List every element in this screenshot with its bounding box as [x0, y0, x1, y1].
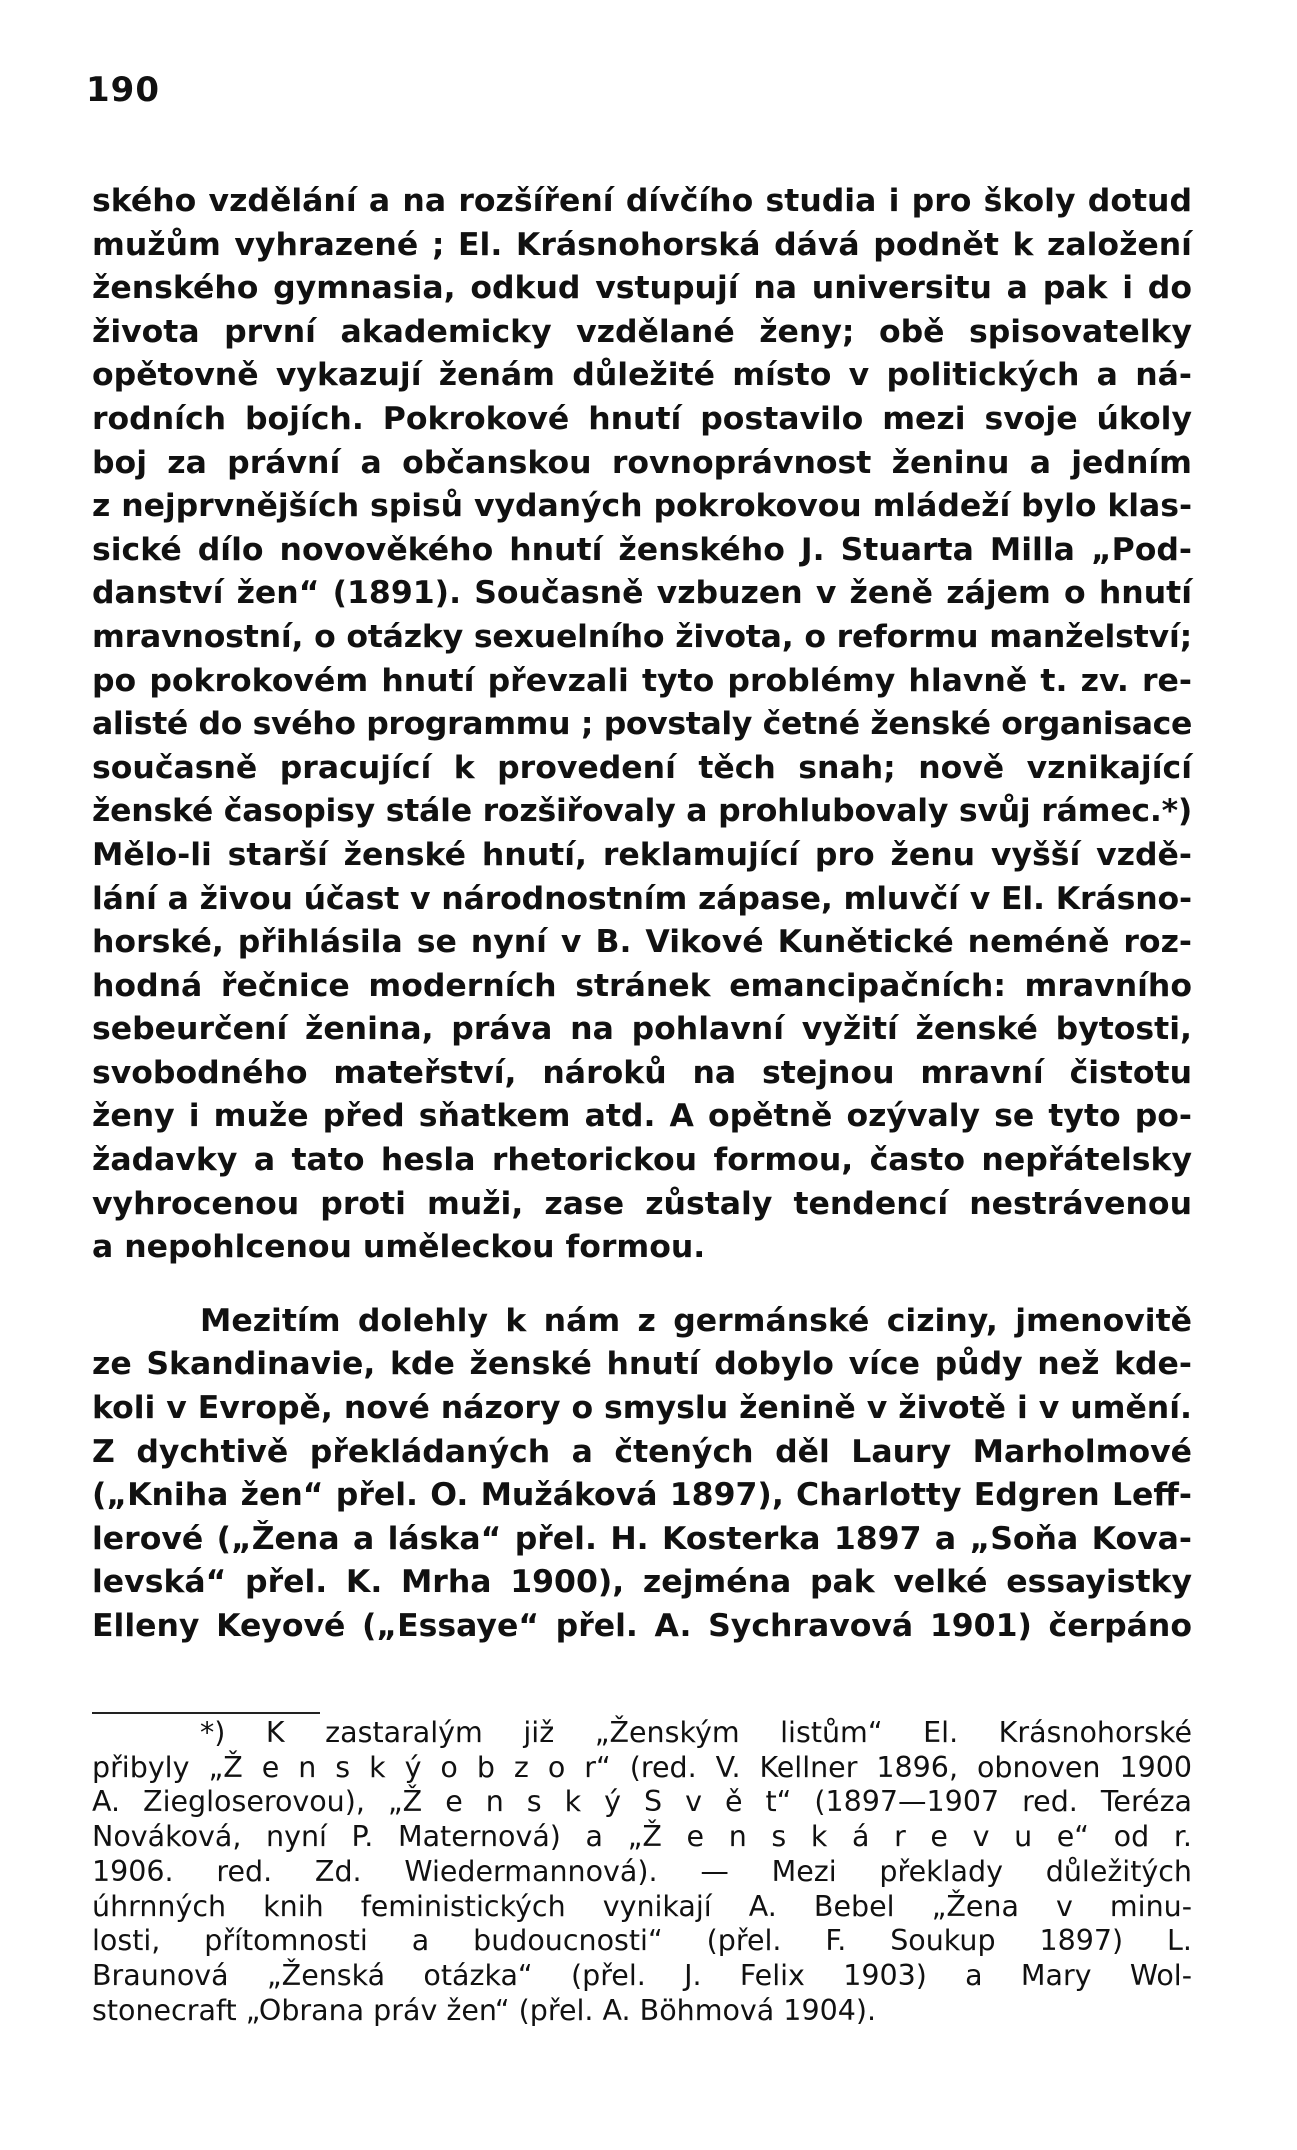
text-line: mravnostní, o otázky sexuelního života, o reformu manželství; — [92, 618, 1192, 655]
text-line: koli v Evropě, nové názory o smyslu ženině v životě i v umění. — [92, 1390, 1192, 1427]
footnote-line: přibyly „Ž e n s k ý o b z o r“ (red. V. Kellner 1896, obnoven 1900 — [92, 1750, 1192, 1784]
footnote-line: A. Ziegloserovou), „Ž e n s k ý S v ě t“ (1897—1907 red. Teréza — [92, 1785, 1192, 1819]
text-line: sické dílo novověkého hnutí ženského J. Stuarta Milla „Pod- — [92, 531, 1192, 568]
page-number: 190 — [86, 70, 160, 110]
paragraph-gap — [92, 1270, 1192, 1300]
text-line: svobodného mateřství, nároků na stejnou mravní čistotu — [92, 1054, 1192, 1091]
text-line: Z dychtivě překládaných a čtených děl Laury Marholmové — [92, 1433, 1192, 1470]
text-line: žadavky a tato hesla rhetorickou formou, často nepřátelsky — [92, 1142, 1192, 1179]
footnote-line: 1906. red. Zd. Wiedermannová). — Mezi překlady důležitých — [92, 1854, 1192, 1888]
text-line: současně pracující k provedení těch snah; nově vznikající — [92, 749, 1192, 786]
footnote-line: Braunová „Ženská otázka“ (přel. J. Felix 1903) a Mary Wol- — [92, 1958, 1192, 1992]
footnote-line: úhrnných knih feministických vynikají A. Bebel „Žena v minu- — [92, 1889, 1192, 1923]
text-line: z nejprvnějších spisů vydaných pokrokovou mládeží bylo klas- — [92, 488, 1192, 525]
text-line: ského vzdělání a na rozšíření dívčího studia i pro školy dotud — [92, 183, 1192, 219]
text-line: a nepohlcenou uměleckou formou. — [92, 1229, 706, 1266]
text-line: levská“ přel. K. Mrha 1900), zejména pak velké essayistky — [92, 1564, 1192, 1601]
footnote-separator — [92, 1712, 320, 1714]
text-line: sebeurčení ženina, práva na pohlavní vyžití ženské bytosti, — [92, 1011, 1192, 1048]
footnote-line: stonecraft „Obrana práv žen“ (přel. A. Böhmová 1904). — [92, 1993, 877, 2027]
text-line: života první akademicky vzdělané ženy; obě spisovatelky — [92, 313, 1192, 350]
text-line: Mezitím dolehly k nám z germánské ciziny, jmenovitě — [200, 1302, 1192, 1339]
text-line: hodná řečnice moderních stránek emancipačních: mravního — [92, 967, 1192, 1004]
text-line: Elleny Keyové („Essaye“ přel. A. Sychravová 1901) čerpáno — [92, 1608, 1192, 1644]
footnote-line: losti, přítomnosti a budoucnosti“ (přel. F. Soukup 1897) L. — [92, 1924, 1192, 1958]
text-line: („Kniha žen“ přel. O. Mužáková 1897), Charlotty Edgren Leff- — [92, 1477, 1192, 1514]
text-line: vyhrocenou proti muži, zase zůstaly tendencí nestrávenou — [92, 1185, 1192, 1222]
text-line: lerové („Žena a láska“ přel. H. Kosterka 1897 a „Soňa Kova- — [92, 1520, 1192, 1557]
text-line: ženské časopisy stále rozšiřovaly a prohlubovaly svůj rámec.*) — [92, 793, 1192, 830]
text-line: opětovně vykazují ženám důležité místo v politických a ná- — [92, 357, 1192, 394]
text-line: boj za právní a občanskou rovnoprávnost ženinu a jedním — [92, 444, 1192, 481]
text-line: lání a živou účast v národnostním zápase, mluvčí v El. Krásno- — [92, 880, 1192, 917]
main-text — [92, 180, 1192, 1649]
text-line: alisté do svého programmu ; povstaly četné ženské organisace — [92, 706, 1192, 743]
text-line: Mělo-li starší ženské hnutí, reklamující pro ženu vyšší vzdě- — [92, 836, 1192, 873]
text-line: ženy i muže před sňatkem atd. A opětně ozývaly se tyto po- — [92, 1098, 1192, 1135]
text-line: po pokrokovém hnutí převzali tyto problémy hlavně t. zv. re- — [92, 662, 1192, 699]
footnote-line: Nováková, nyní P. Maternová) a „Ž e n s k á r e v u e“ od r. — [92, 1820, 1192, 1854]
text-line: horské, přihlásila se nyní v B. Vikové Kunětické neméně roz- — [92, 924, 1192, 961]
text-line: mužům vyhrazené ; El. Krásnohorská dává podnět k založení — [92, 226, 1192, 263]
text-line: ze Skandinavie, kde ženské hnutí dobylo více půdy než kde- — [92, 1346, 1192, 1383]
footnote — [92, 1716, 1192, 2028]
footnote-line: *) K zastaralým již „Ženským listům“ El. Krásnohorské — [200, 1716, 1192, 1749]
text-line: rodních bojích. Pokrokové hnutí postavilo mezi svoje úkoly — [92, 400, 1192, 437]
text-line: ženského gymnasia, odkud vstupují na universitu a pak i do — [92, 270, 1192, 307]
text-line: danství žen“ (1891). Současně vzbuzen v ženě zájem o hnutí — [92, 575, 1192, 612]
